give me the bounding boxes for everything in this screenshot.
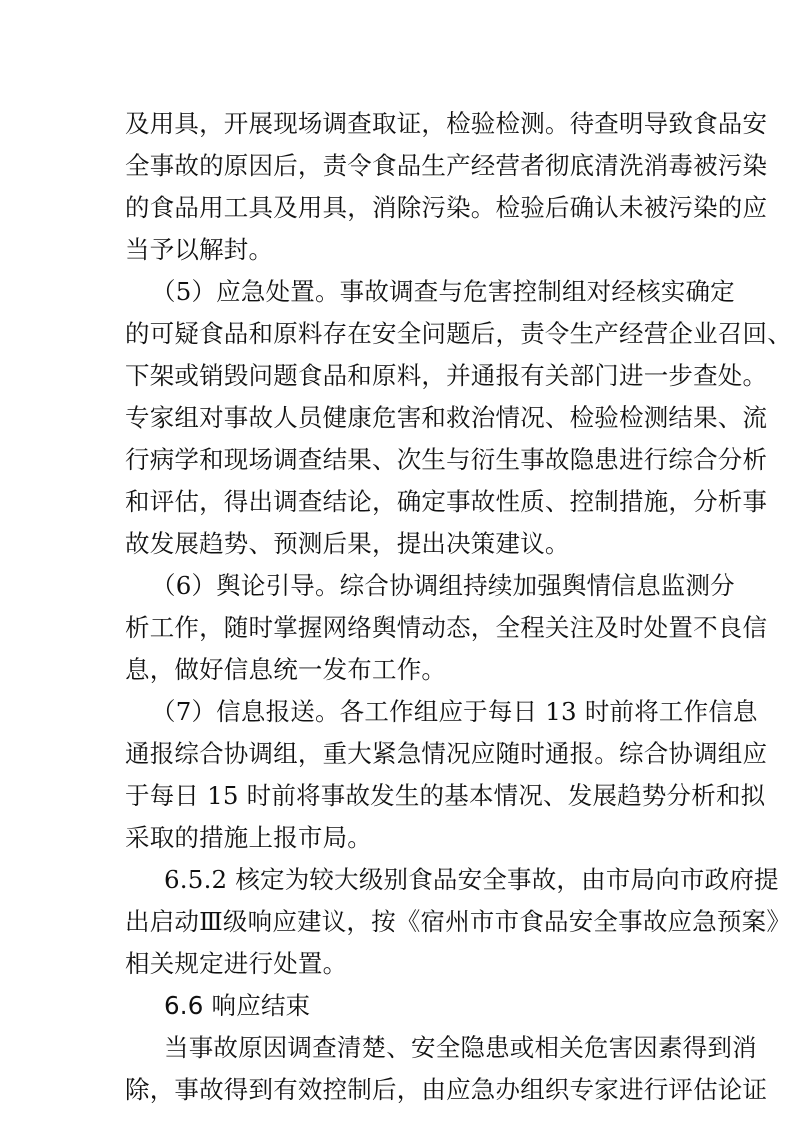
- text-line: 和评估，得出调查结论，确定事故性质、控制措施，分析事: [125, 487, 768, 516]
- text-line: 除，事故得到有效控制后，由应急办组织专家进行评估论证: [125, 1075, 768, 1104]
- text-line: 及用具，开展现场调查取证，检验检测。待查明导致食品安: [125, 109, 768, 138]
- text-line: 下架或销毁问题食品和原料，并通报有关部门进一步查处。: [125, 361, 768, 390]
- text-line: 的食品用工具及用具，消除污染。检验后确认未被污染的应: [125, 193, 768, 222]
- text-line: 全事故的原因后，责令食品生产经营者彻底清洗消毒被污染: [125, 151, 768, 180]
- text-line: 当事故原因调查清楚、安全隐患或相关危害因素得到消: [164, 1033, 757, 1062]
- text-line: 的可疑食品和原料存在安全问题后，责令生产经营企业召回、: [125, 319, 792, 348]
- text-line: 于每日 15 时前将事故发生的基本情况、发展趋势分析和拟: [125, 781, 766, 810]
- text-line: 行病学和现场调查结果、次生与衍生事故隐患进行综合分析: [125, 445, 768, 474]
- text-line: 通报综合协调组，重大紧急情况应随时通报。综合协调组应: [125, 739, 768, 768]
- text-line: 专家组对事故人员健康危害和救治情况、检验检测结果、流: [125, 403, 768, 432]
- section-heading: 6.6 响应结束: [164, 991, 311, 1020]
- text-line: 析工作，随时掌握网络舆情动态，全程关注及时处置不良信: [125, 613, 768, 642]
- text-line: （5）应急处置。事故调查与危害控制组对经核实确定: [151, 277, 735, 306]
- text-line: 息，做好信息统一发布工作。: [125, 655, 447, 684]
- text-line: 6.5.2 核定为较大级别食品安全事故，由市局向市政府提: [164, 865, 779, 894]
- text-line: （6）舆论引导。综合协调组持续加强舆情信息监测分: [151, 571, 735, 600]
- text-line: 出启动Ⅲ级响应建议，按《宿州市市食品安全事故应急预案》: [125, 907, 792, 936]
- text-line: 故发展趋势、预测后果，提出决策建议。: [125, 529, 570, 558]
- text-line: 相关规定进行处置。: [125, 949, 348, 978]
- text-line: 当予以解封。: [125, 235, 274, 264]
- text-line: 采取的措施上报市局。: [125, 823, 372, 852]
- text-line: （7）信息报送。各工作组应于每日 13 时前将工作信息: [151, 697, 758, 726]
